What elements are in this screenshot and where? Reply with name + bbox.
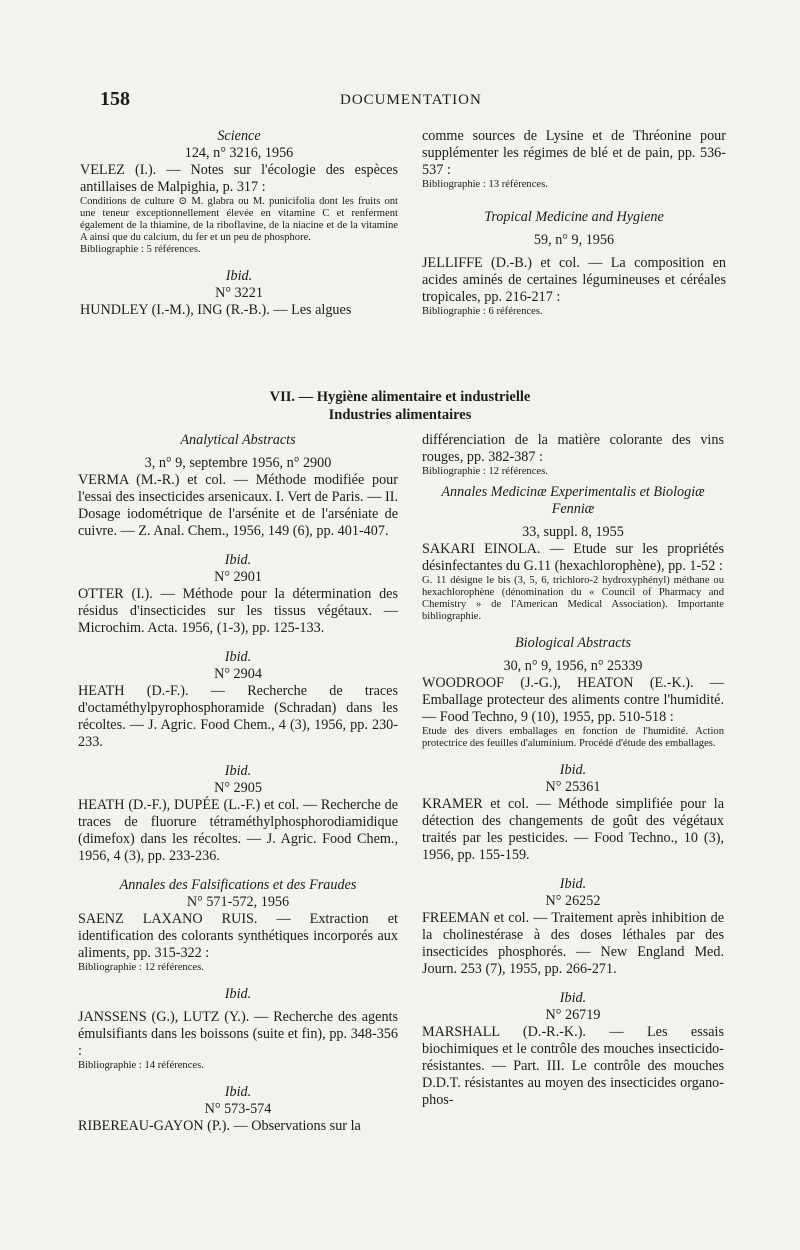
- bibliographic-entry: JELLIFFE (D.-B.) et col. — La composition en acides aminés de certaines légumineuses et céréales tropicales, pp. 216-217 :: [422, 255, 726, 305]
- entry-note: G. 11 désigne le bis (3, 5, 6, trichloro-2 hydroxyphényl) méthane ou hexachlorophène (dénomination du « Council of Pharmacy and Chemistry » de l'American Medical Association). Importante bibliographie.: [422, 575, 724, 622]
- running-title: DOCUMENTATION: [340, 92, 482, 108]
- abstract-number: N° 3221: [215, 285, 263, 301]
- ibid-label: Ibid.: [224, 763, 252, 779]
- bibliography-count: Bibliographie : 14 références.: [78, 1060, 204, 1071]
- ibid-label: Ibid.: [559, 990, 587, 1006]
- bibliographic-entry: HUNDLEY (I.-M.), ING (R.-B.). — Les algues: [80, 302, 352, 318]
- bibliography-count: Bibliographie : 12 références.: [422, 466, 548, 477]
- bibliographic-entry: VERMA (M.-R.) et col. — Méthode modifiée pour l'essai des insecticides arsenicaux. I. Vert de Paris. — II. Dosage iodométrique de l'arsénite et de l'arséniate de cuivre. — Z. Anal. Chem., 1956, 149 (6), pp. 401-407.: [78, 472, 398, 539]
- abstract-number: N° 2901: [214, 569, 262, 585]
- abstract-number: N° 26252: [545, 893, 601, 909]
- right-column: [422, 432, 724, 1109]
- journal-issue: 30, n° 9, 1956, n° 25339: [503, 658, 643, 674]
- journal-issue: 59, n° 9, 1956: [533, 232, 615, 248]
- journal-title: Annales Medicinæ Experimentalis et Biologiæ Fenniæ: [441, 484, 705, 517]
- journal-title: Biological Abstracts: [515, 635, 631, 651]
- bibliographic-entry: KRAMER et col. — Méthode simplifiée pour la détection des changements de goût des végétaux traités par les pesticides. — Food Techno., 10 (3), 1956, pp. 155-159.: [422, 796, 724, 863]
- ibid-label: Ibid.: [224, 649, 252, 665]
- journal-title: Science: [217, 128, 261, 144]
- top-right-column: [422, 128, 726, 318]
- abstract-number: N° 571-572, 1956: [186, 894, 290, 910]
- bibliographic-entry: comme sources de Lysine et de Thréonine pour supplémenter les régimes de blé et de pain, pp. 536-537 :: [422, 128, 726, 178]
- bibliographic-entry: SAENZ LAXANO RUIS. — Extraction et identification des colorants synthétiques incorporés aux aliments, pp. 315-322 :: [78, 911, 398, 961]
- journal-title: Analytical Abstracts: [180, 432, 296, 448]
- bibliography-count: Bibliographie : 6 références.: [422, 306, 543, 317]
- entry-note: Etude des divers emballages en fonction de l'humidité. Action protectrice des feuilles d'aluminium. Procédé d'étude des emballages.: [422, 726, 724, 749]
- journal-title: Annales des Falsifications et des Fraudes: [119, 877, 357, 893]
- bibliographic-entry: différenciation de la matière colorante des vins rouges, pp. 382-387 :: [422, 432, 724, 465]
- bibliographic-entry: VELEZ (I.). — Notes sur l'écologie des espèces antillaises de Malpighia, p. 317 :: [80, 162, 398, 195]
- journal-issue: 124, n° 3216, 1956: [184, 145, 294, 161]
- ibid-label: Ibid.: [225, 268, 253, 284]
- bibliographic-entry: SAKARI EINOLA. — Etude sur les propriétés désinfectantes du G.11 (hexachlorophène), pp. 1-52 :: [422, 541, 724, 574]
- left-column: [78, 432, 398, 1135]
- page-header: [100, 88, 760, 112]
- ibid-label: Ibid.: [224, 986, 252, 1002]
- ibid-label: Ibid.: [224, 552, 252, 568]
- section-title-line1: VII. — Hygiène alimentaire et industrielle: [269, 389, 531, 405]
- abstract-number: N° 2904: [214, 666, 262, 682]
- bibliographic-entry: WOODROOF (J.-G.), HEATON (E.-K.). — Emballage protecteur des aliments contre l'humidité. — Food Techno, 9 (10), 1955, pp. 510-518 :: [422, 675, 724, 725]
- page-number: 158: [100, 88, 130, 110]
- bibliographic-entry: FREEMAN et col. — Traitement après inhibition de la cholinestérase à des doses léthales par des insecticides phosphorés. — New England Med. Journ. 253 (7), 1955, pp. 266-271.: [422, 910, 724, 977]
- ibid-label: Ibid.: [559, 762, 587, 778]
- ibid-label: Ibid.: [559, 876, 587, 892]
- bibliographic-entry: RIBEREAU-GAYON (P.). — Observations sur la: [78, 1118, 361, 1134]
- bibliography-count: Bibliographie : 12 références.: [78, 962, 204, 973]
- abstract-number: N° 2905: [214, 780, 262, 796]
- section-title-line2: Industries alimentaires: [328, 407, 472, 423]
- journal-issue: 33, suppl. 8, 1955: [522, 524, 624, 540]
- bibliographic-entry: HEATH (D.-F.), DUPÉE (L.-F.) et col. — Recherche de traces de fluorure tétraméthylphosphorodiamidique (dimefox) dans les récoltes. — J. Agric. Food Chem., 1956, 4 (3), pp. 233-236.: [78, 797, 398, 864]
- bibliography-count: Bibliographie : 5 références.: [80, 244, 201, 255]
- top-left-column: [80, 128, 398, 319]
- abstract-number: N° 26719: [545, 1007, 601, 1023]
- bibliographic-entry: OTTER (I.). — Méthode pour la détermination des résidus d'insecticides sur les tissus végétaux. — Microchim. Acta. 1956, (1-3), pp. 125-133.: [78, 586, 398, 636]
- journal-issue: 3, n° 9, septembre 1956, n° 2900: [144, 455, 332, 471]
- bibliographic-entry: JANSSENS (G.), LUTZ (Y.). — Recherche des agents émulsifiants dans les boissons (suite et fin), pp. 348-356 :: [78, 1009, 398, 1059]
- entry-note: Conditions de culture ⊙ M. glabra ou M. punicifolia dont les fruits ont une teneur exceptionnellement élevée en vitamine C et renferment également de la thiamine, de la riboflavine, de la niacine et de la vitamine A ainsi que du calcium, du fer et un peu de phosphore.: [80, 196, 398, 243]
- bibliography-count: Bibliographie : 13 références.: [422, 179, 548, 190]
- bibliographic-entry: HEATH (D.-F.). — Recherche de traces d'octaméthylpyrophosphoramide (Schradan) dans les récoltes. — J. Agric. Food Chem., 4 (3), 1956, pp. 230-233.: [78, 683, 398, 750]
- bibliographic-entry: MARSHALL (D.-R.-K.). — Les essais biochimiques et le contrôle des mouches insecticido-résistantes. — Part. III. Le contrôle des mouches D.D.T. résistantes au moyen des insecticides organo-phos-: [422, 1024, 724, 1108]
- ibid-label: Ibid.: [224, 1084, 252, 1100]
- journal-title: Tropical Medicine and Hygiene: [484, 209, 664, 225]
- abstract-number: N° 25361: [545, 779, 601, 795]
- section-title: [100, 388, 700, 424]
- abstract-number: N° 573-574: [204, 1101, 272, 1117]
